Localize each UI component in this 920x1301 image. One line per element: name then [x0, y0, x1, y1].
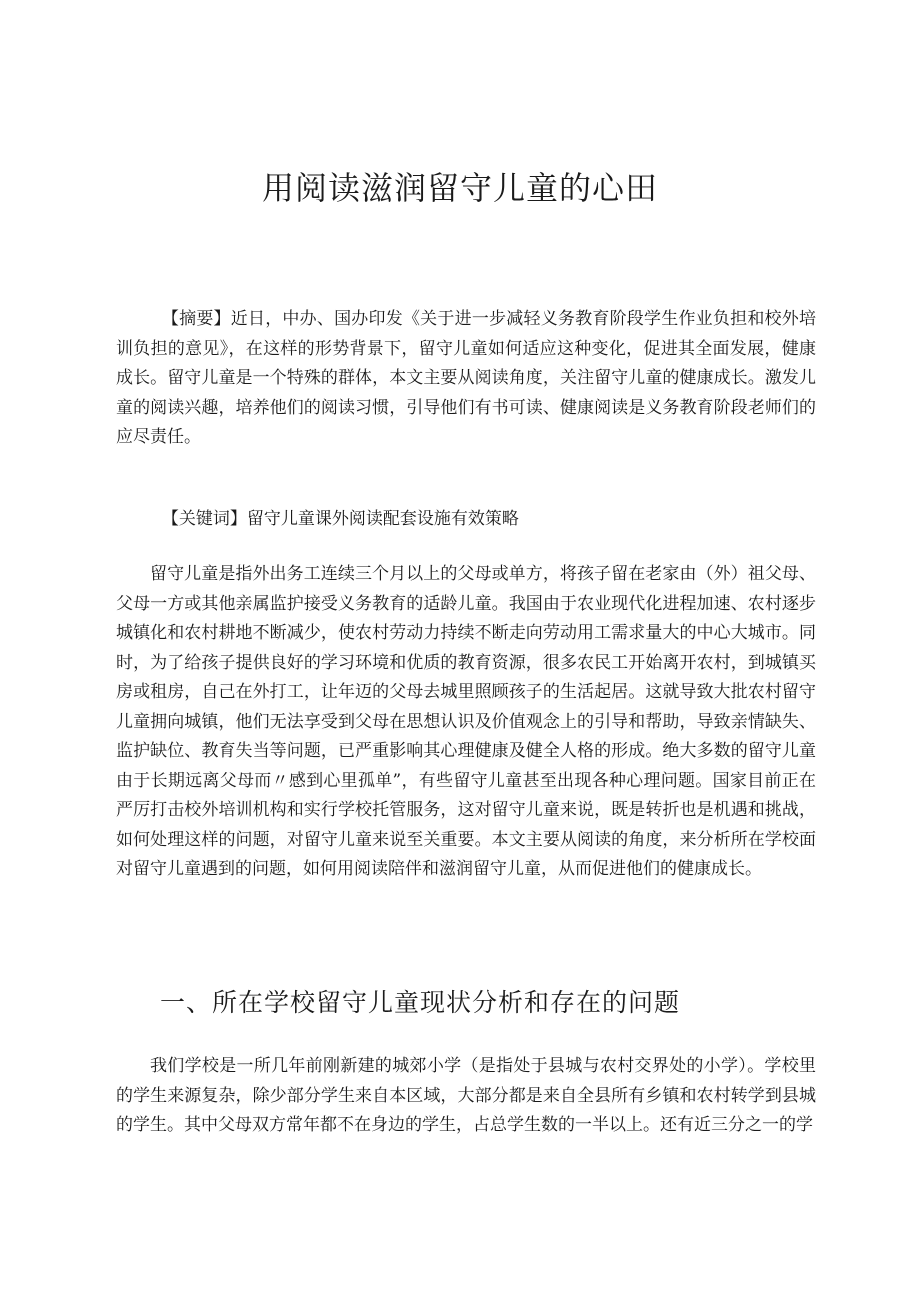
keywords-line: 【关键词】留守儿童课外阅读配套设施有效策略 [161, 509, 519, 529]
abstract-paragraph [116, 305, 816, 453]
document-title: 用阅读滋润留守儿童的心田 [261, 169, 658, 207]
section-paragraph: 我们学校是一所几年前刚新建的城郊小学（是指处于县城与农村交界处的小学）。学校里的学生来源复杂，除少部分学生来自本区域，大部分都是来自全县所有乡镇和农村转学到县城的学生。其中父母双方常年都不在身边的学生，占总学生数的一半以上。还有近三分之一的学 [116, 1056, 816, 1135]
section-heading: 一、所在学校留守儿童现状分析和存在的问题 [160, 988, 681, 1017]
intro-paragraph: 留守儿童是指外出务工连续三个月以上的父母或单方，将孩子留在老家由（外）祖父母、父母一方或其他亲属监护接受义务教育的适龄儿童。我国由于农业现代化进程加速、农村逐步城镇化和农村耕地不断减少，使农村劳动力持续不断走向劳动用工需求量大的中心大城市。同时，为了给孩子提供良好的学习环境和优质的教育资源，很多农民工开始离开农村，到城镇买房或租房，自己在外打工，让年迈的父母去城里照顾孩子的生活起居。这就导致大批农村留守儿童拥向城镇，他们无法享受到父母在思想认识及价值观念上的引导和帮助，导致亲情缺失、监护缺位、教育失当等问题，已严重影响其心理健康及健全人格的形成。绝大多数的留守儿童由于长期远离父母而〃感到心里孤单”，有些留守儿童甚至出现各种心理问题。国家目前正在严厉打击校外培训机构和实行学校托管服务，这对留守儿童来说，既是转折也是机遇和挑战，如何处理这样的问题，对留守儿童来说至关重要。本文主要从阅读的角度，来分析所在学校面对留守儿童遇到的问题，如何用阅读陪伴和滋润留守儿童，从而促进他们的健康成长。 [116, 564, 816, 879]
abstract-text: 【摘要】近日，中办、国办印发《关于进一步减轻义务教育阶段学生作业负担和校外培训负担的意见》，在这样的形势背景下，留守儿童如何适应这种变化，促进其全面发展，健康成长。留守儿童是一个特殊的群体，本文主要从阅读角度，关注留守儿童的健康成长。激发儿童的阅读兴趣，培养他们的阅读习惯，引导他们有书可读、健康阅读是义务教育阶段老师们的应尽责任。 [116, 309, 816, 447]
